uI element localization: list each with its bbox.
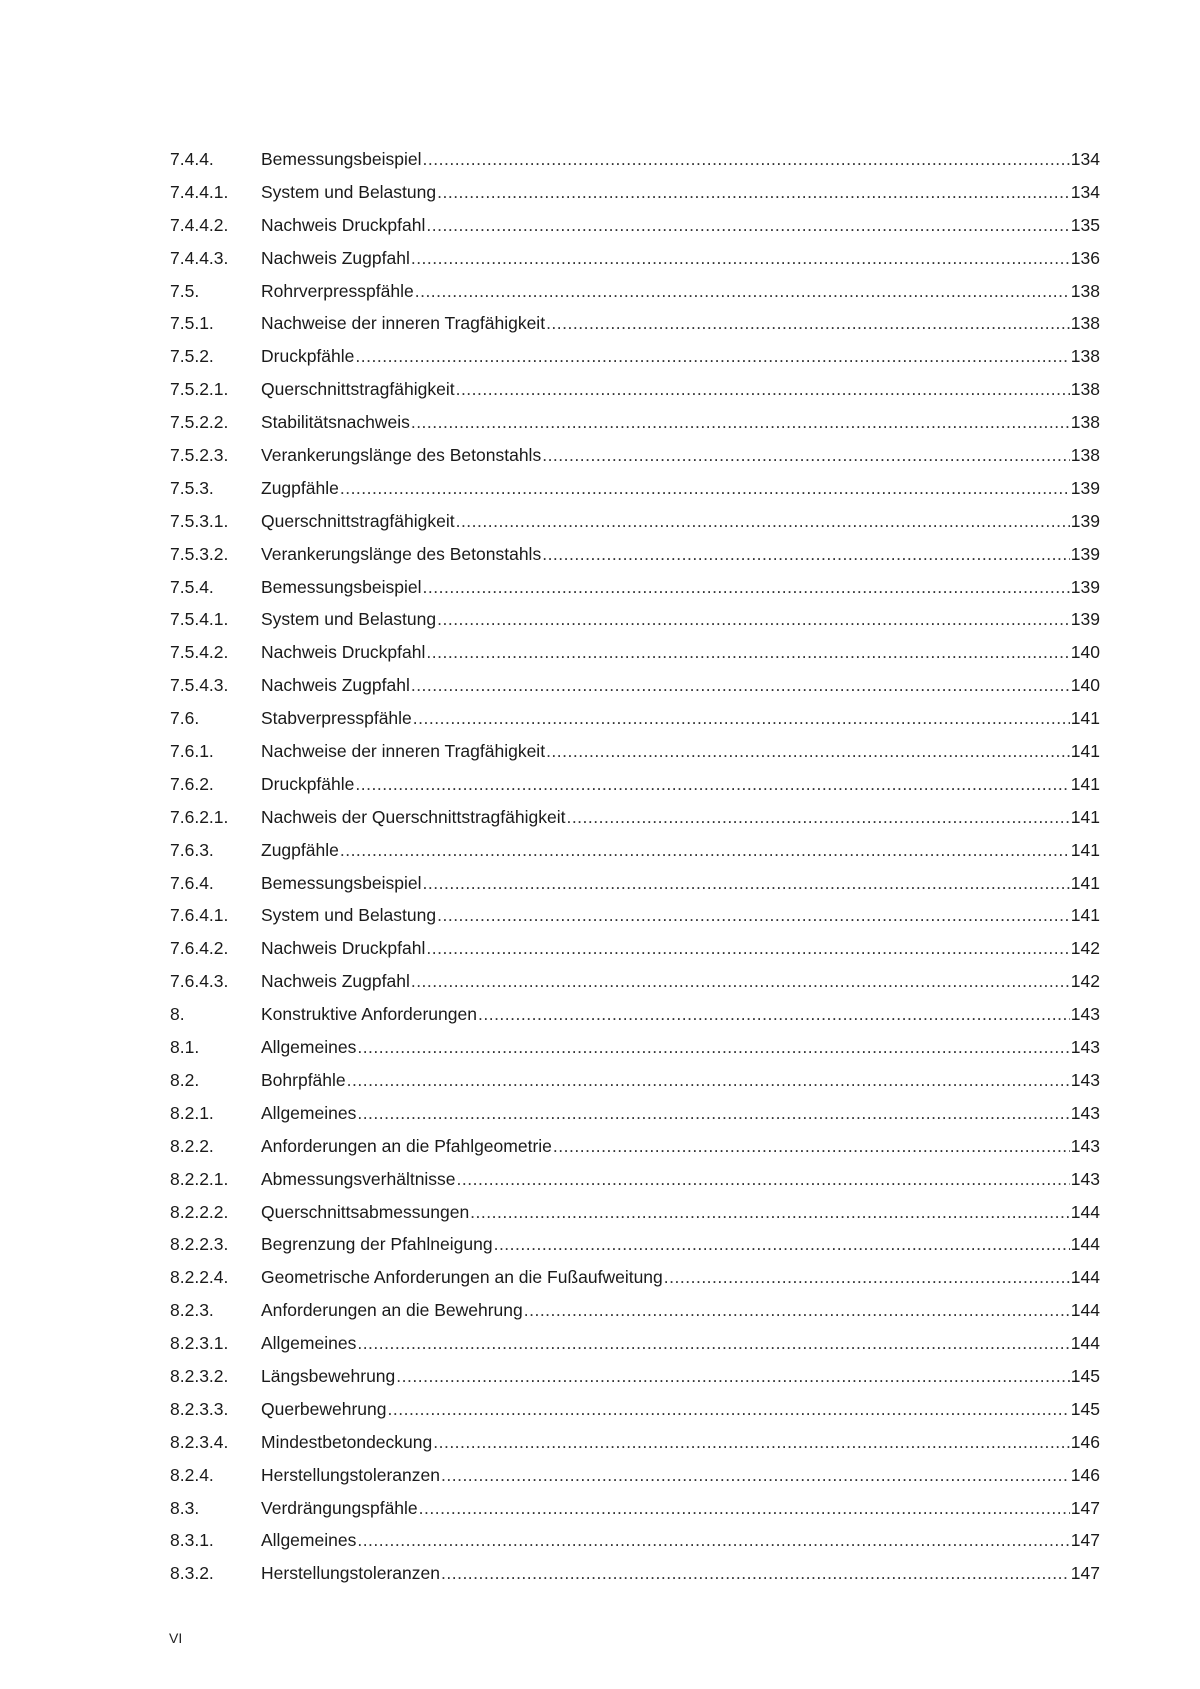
toc-entry-number: 7.6.4.3.	[170, 971, 229, 992]
toc-entry[interactable]	[170, 1524, 1100, 1557]
toc-entry[interactable]	[170, 1393, 1100, 1426]
toc-entry[interactable]	[170, 603, 1100, 636]
toc-entry-title: Herstellungstoleranzen	[261, 1563, 440, 1584]
toc-dot-leader	[553, 1130, 1070, 1163]
toc-entry-number: 8.2.	[170, 1069, 200, 1090]
toc-entry[interactable]	[170, 1163, 1100, 1196]
toc-entry[interactable]	[170, 735, 1100, 768]
toc-dot-leader	[357, 1327, 1069, 1360]
toc-dot-leader	[566, 801, 1069, 834]
toc-entry-number: 7.4.4.1.	[170, 181, 229, 202]
toc-entry-title: Druckpfähle	[261, 346, 355, 367]
toc-dot-leader	[411, 406, 1070, 439]
toc-entry-title: Anforderungen an die Pfahlgeometrie	[261, 1135, 552, 1156]
toc-entry-number: 8.3.2.	[170, 1563, 214, 1584]
toc-entry-page: 138	[1070, 346, 1100, 367]
toc-entry-title: Herstellungstoleranzen	[261, 1464, 440, 1485]
toc-dot-leader	[437, 899, 1070, 932]
toc-entry-page: 146	[1070, 1431, 1100, 1452]
toc-entry-number: 8.2.3.4.	[170, 1431, 229, 1452]
toc-dot-leader	[546, 307, 1070, 340]
toc-dot-leader	[426, 209, 1069, 242]
toc-entry-number: 8.2.2.4.	[170, 1267, 229, 1288]
toc-entry-page: 143	[1070, 1168, 1100, 1189]
toc-entry-page: 144	[1070, 1234, 1100, 1255]
toc-entry-page: 143	[1070, 1069, 1100, 1090]
toc-entry-page: 141	[1070, 806, 1100, 827]
toc-entry[interactable]	[170, 340, 1100, 373]
toc-entry[interactable]	[170, 1064, 1100, 1097]
toc-entry[interactable]	[170, 1196, 1100, 1229]
toc-entry-number: 7.6.	[170, 708, 200, 729]
toc-entry-title: Nachweise der inneren Tragfähigkeit	[261, 741, 546, 762]
toc-dot-leader	[355, 768, 1069, 801]
toc-entry-page: 140	[1070, 642, 1100, 663]
toc-entry-number: 7.5.3.1.	[170, 510, 229, 531]
toc-entry[interactable]	[170, 307, 1100, 340]
toc-dot-leader	[388, 1393, 1070, 1426]
toc-dot-leader	[340, 472, 1070, 505]
toc-entry[interactable]	[170, 1360, 1100, 1393]
toc-entry-page: 145	[1070, 1365, 1100, 1386]
toc-entry-title: Bemessungsbeispiel	[261, 149, 422, 169]
toc-dot-leader	[441, 1459, 1070, 1492]
toc-entry-page: 147	[1070, 1530, 1100, 1551]
toc-dot-leader	[456, 373, 1070, 406]
toc-dot-leader	[437, 176, 1070, 209]
toc-dot-leader	[423, 867, 1070, 900]
toc-entry-title: Bohrpfähle	[261, 1069, 346, 1090]
toc-entry-title: Rohrverpresspfähle	[261, 280, 414, 301]
toc-entry-number: 8.2.3.1.	[170, 1333, 229, 1354]
toc-entry-number: 8.2.3.	[170, 1300, 214, 1321]
toc-entry-page: 143	[1070, 1135, 1100, 1156]
toc-entry-page: 143	[1070, 1004, 1100, 1025]
toc-entry[interactable]	[170, 242, 1100, 275]
toc-dot-leader	[357, 1524, 1069, 1557]
toc-entry-page: 147	[1070, 1563, 1100, 1584]
toc-entry-title: Verankerungslänge des Betonstahls	[261, 543, 542, 564]
toc-entry[interactable]	[170, 439, 1100, 472]
toc-entry-title: Nachweis Druckpfahl	[261, 214, 426, 235]
toc-dot-leader	[396, 1360, 1070, 1393]
table-of-contents	[170, 143, 1100, 1590]
toc-entry-title: Allgemeines	[261, 1102, 357, 1123]
toc-entry-page: 138	[1070, 445, 1100, 466]
toc-entry[interactable]	[170, 1261, 1100, 1294]
toc-entry-number: 7.6.4.2.	[170, 938, 229, 959]
toc-entry-number: 8.2.2.	[170, 1135, 214, 1156]
toc-entry[interactable]	[170, 867, 1100, 900]
toc-entry-number: 7.6.4.1.	[170, 905, 229, 926]
toc-entry[interactable]	[170, 899, 1100, 932]
toc-entry-page: 143	[1070, 1037, 1100, 1058]
toc-entry-number: 7.4.4.3.	[170, 247, 229, 268]
toc-entry-page: 139	[1070, 576, 1100, 597]
toc-entry-number: 7.6.2.1.	[170, 806, 229, 827]
toc-entry-title: Allgemeines	[261, 1530, 357, 1551]
toc-entry-number: 7.6.3.	[170, 839, 214, 860]
toc-entry-number: 7.5.4.1.	[170, 609, 229, 630]
toc-entry-page: 138	[1070, 280, 1100, 301]
toc-entry-page: 135	[1070, 214, 1100, 235]
toc-entry-page: 138	[1070, 379, 1100, 400]
toc-entry-number: 7.5.3.	[170, 477, 214, 498]
toc-entry-title: Nachweise der inneren Tragfähigkeit	[261, 313, 546, 334]
toc-entry-title: Nachweis Druckpfahl	[261, 642, 426, 663]
toc-entry-number: 7.5.	[170, 280, 200, 301]
toc-dot-leader	[542, 538, 1070, 571]
toc-dot-leader	[494, 1228, 1070, 1261]
toc-entry-number: 8.2.3.3.	[170, 1398, 229, 1419]
toc-entry-number: 7.5.4.3.	[170, 675, 229, 696]
toc-entry-title: Nachweis Zugpfahl	[261, 971, 410, 992]
toc-entry-page: 142	[1070, 971, 1100, 992]
toc-dot-leader	[433, 1426, 1070, 1459]
toc-entry[interactable]	[170, 176, 1100, 209]
toc-entry-title: Verdrängungspfähle	[261, 1497, 418, 1518]
toc-entry-number: 7.6.1.	[170, 741, 214, 762]
toc-entry[interactable]	[170, 275, 1100, 308]
toc-entry-title: Querschnittsabmessungen	[261, 1201, 470, 1222]
toc-entry-title: Geometrische Anforderungen an die Fußaufweitung	[261, 1267, 663, 1288]
toc-entry-title: Zugpfähle	[261, 839, 339, 860]
toc-entry[interactable]	[170, 1426, 1100, 1459]
toc-entry-title: Querschnittstragfähigkeit	[261, 510, 455, 531]
toc-entry[interactable]	[170, 406, 1100, 439]
toc-entry[interactable]	[170, 669, 1100, 702]
toc-entry-title: Stabverpresspfähle	[261, 708, 412, 729]
toc-entry-number: 8.3.	[170, 1497, 200, 1518]
toc-entry-page: 141	[1070, 741, 1100, 762]
toc-entry[interactable]	[170, 702, 1100, 735]
toc-entry-title: System und Belastung	[261, 905, 437, 926]
toc-entry[interactable]	[170, 1557, 1100, 1590]
toc-entry-title: Längsbewehrung	[261, 1365, 396, 1386]
toc-entry-title: System und Belastung	[261, 609, 437, 630]
toc-dot-leader	[413, 702, 1070, 735]
toc-entry-title: Querbewehrung	[261, 1398, 387, 1419]
toc-entry-number: 7.5.2.3.	[170, 445, 229, 466]
toc-entry-number: 8.2.3.2.	[170, 1365, 229, 1386]
toc-entry[interactable]	[170, 834, 1100, 867]
toc-entry-page: 136	[1070, 247, 1100, 268]
toc-entry[interactable]	[170, 472, 1100, 505]
toc-entry-title: Verankerungslänge des Betonstahls	[261, 445, 542, 466]
toc-entry[interactable]	[170, 998, 1100, 1031]
toc-entry-title: Anforderungen an die Bewehrung	[261, 1300, 523, 1321]
toc-dot-leader	[542, 439, 1070, 472]
toc-dot-leader	[664, 1261, 1070, 1294]
toc-entry[interactable]	[170, 1097, 1100, 1130]
toc-entry-number: 8.1.	[170, 1037, 200, 1058]
toc-entry[interactable]	[170, 1294, 1100, 1327]
toc-entry-number: 8.2.4.	[170, 1464, 214, 1485]
toc-entry-title: Mindestbetondeckung	[261, 1431, 433, 1452]
toc-entry-title: Querschnittstragfähigkeit	[261, 379, 455, 400]
toc-entry-page: 145	[1070, 1398, 1100, 1419]
toc-dot-leader	[355, 340, 1069, 373]
toc-entry[interactable]	[170, 1492, 1100, 1525]
toc-entry[interactable]	[170, 538, 1100, 571]
toc-entry-page: 140	[1070, 675, 1100, 696]
page-number: VI	[169, 1630, 183, 1646]
toc-entry[interactable]	[170, 1459, 1100, 1492]
toc-entry-page: 134	[1070, 181, 1100, 202]
toc-entry-number: 8.3.1.	[170, 1530, 214, 1551]
toc-entry-title: Begrenzung der Pfahlneigung	[261, 1234, 493, 1255]
toc-entry-title: Konstruktive Anforderungen	[261, 1004, 477, 1025]
toc-entry-number: 7.5.3.2.	[170, 543, 229, 564]
toc-entry[interactable]	[170, 801, 1100, 834]
toc-entry[interactable]	[170, 1130, 1100, 1163]
toc-dot-leader	[423, 143, 1070, 176]
toc-entry-title: System und Belastung	[261, 181, 437, 202]
toc-entry-page: 142	[1070, 938, 1100, 959]
toc-entry-page: 144	[1070, 1267, 1100, 1288]
toc-entry-title: Druckpfähle	[261, 773, 355, 794]
toc-entry-page: 139	[1070, 510, 1100, 531]
toc-entry-number: 8.2.2.3.	[170, 1234, 229, 1255]
toc-entry-page: 138	[1070, 412, 1100, 433]
toc-entry-title: Zugpfähle	[261, 477, 339, 498]
toc-entry-title: Abmessungsverhältnisse	[261, 1168, 456, 1189]
toc-entry-page: 147	[1070, 1497, 1100, 1518]
toc-entry-number: 7.5.4.2.	[170, 642, 229, 663]
toc-entry-title: Stabilitätsnachweis	[261, 412, 410, 433]
toc-entry-title: Nachweis der Querschnittstragfähigkeit	[261, 806, 566, 827]
toc-entry-page: 134	[1070, 149, 1100, 169]
toc-entry[interactable]	[170, 1228, 1100, 1261]
toc-entry[interactable]	[170, 209, 1100, 242]
toc-dot-leader	[411, 669, 1070, 702]
toc-entry-number: 8.	[170, 1004, 185, 1025]
toc-entry-title: Bemessungsbeispiel	[261, 872, 422, 893]
toc-entry-number: 7.5.1.	[170, 313, 214, 334]
toc-dot-leader	[347, 1064, 1070, 1097]
toc-entry-number: 7.5.2.	[170, 346, 214, 367]
toc-entry-number: 7.5.2.1.	[170, 379, 229, 400]
toc-entry-page: 144	[1070, 1333, 1100, 1354]
toc-entry-number: 8.2.2.2.	[170, 1201, 229, 1222]
toc-entry-number: 7.5.2.2.	[170, 412, 229, 433]
toc-dot-leader	[340, 834, 1070, 867]
toc-dot-leader	[411, 242, 1070, 275]
toc-entry[interactable]	[170, 932, 1100, 965]
toc-dot-leader	[456, 505, 1070, 538]
toc-entry-page: 144	[1070, 1201, 1100, 1222]
toc-entry-page: 144	[1070, 1300, 1100, 1321]
toc-dot-leader	[524, 1294, 1070, 1327]
toc-entry-title: Nachweis Druckpfahl	[261, 938, 426, 959]
toc-entry[interactable]	[170, 143, 1100, 176]
toc-entry[interactable]	[170, 768, 1100, 801]
toc-entry[interactable]	[170, 505, 1100, 538]
toc-entry-page: 141	[1070, 839, 1100, 860]
toc-entry-title: Allgemeines	[261, 1333, 357, 1354]
toc-entry-page: 139	[1070, 609, 1100, 630]
toc-entry-number: 7.5.4.	[170, 576, 214, 597]
toc-dot-leader	[419, 1492, 1070, 1525]
toc-entry-number: 8.2.2.1.	[170, 1168, 229, 1189]
toc-entry-page: 138	[1070, 313, 1100, 334]
toc-entry[interactable]	[170, 965, 1100, 998]
toc-entry-number: 8.2.1.	[170, 1102, 214, 1123]
toc-dot-leader	[441, 1557, 1070, 1590]
toc-dot-leader	[423, 571, 1070, 604]
toc-entry-page: 143	[1070, 1102, 1100, 1123]
toc-dot-leader	[546, 735, 1070, 768]
toc-dot-leader	[357, 1031, 1069, 1064]
toc-dot-leader	[457, 1163, 1070, 1196]
toc-entry[interactable]	[170, 1031, 1100, 1064]
toc-entry[interactable]	[170, 571, 1100, 604]
toc-entry-page: 141	[1070, 872, 1100, 893]
toc-dot-leader	[426, 636, 1069, 669]
toc-entry-page: 141	[1070, 773, 1100, 794]
toc-entry-title: Nachweis Zugpfahl	[261, 675, 410, 696]
toc-entry[interactable]	[170, 636, 1100, 669]
toc-dot-leader	[426, 932, 1069, 965]
toc-entry-page: 139	[1070, 543, 1100, 564]
toc-entry[interactable]	[170, 373, 1100, 406]
toc-dot-leader	[470, 1196, 1070, 1229]
toc-entry-number: 7.4.4.2.	[170, 214, 229, 235]
toc-entry-title: Bemessungsbeispiel	[261, 576, 422, 597]
toc-entry-title: Allgemeines	[261, 1037, 357, 1058]
toc-dot-leader	[357, 1097, 1069, 1130]
toc-entry-number: 7.4.4.	[170, 149, 214, 169]
toc-entry-page: 141	[1070, 905, 1100, 926]
toc-dot-leader	[415, 275, 1070, 308]
toc-entry-number: 7.6.4.	[170, 872, 214, 893]
toc-dot-leader	[411, 965, 1070, 998]
toc-entry-page: 139	[1070, 477, 1100, 498]
toc-entry-page: 146	[1070, 1464, 1100, 1485]
toc-dot-leader	[437, 603, 1070, 636]
toc-entry-page: 141	[1070, 708, 1100, 729]
toc-entry[interactable]	[170, 1327, 1100, 1360]
toc-entry-title: Nachweis Zugpfahl	[261, 247, 410, 268]
toc-dot-leader	[478, 998, 1070, 1031]
toc-entry-number: 7.6.2.	[170, 773, 214, 794]
